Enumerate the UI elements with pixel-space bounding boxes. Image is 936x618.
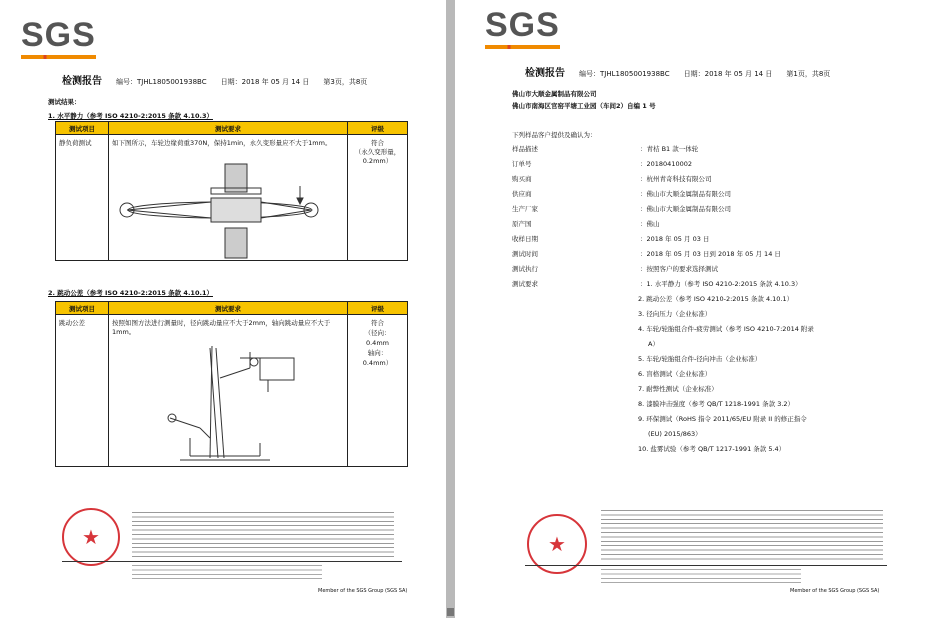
official-seal bbox=[62, 508, 120, 566]
info-label: 订单号 bbox=[512, 160, 532, 168]
page-number: 第1页，共8页 bbox=[786, 70, 831, 78]
column-header: 测试要求 bbox=[109, 302, 348, 315]
info-label: 测试执行 bbox=[512, 265, 538, 273]
test-item: 跳动公差 bbox=[56, 315, 109, 467]
info-label: 测试要求 bbox=[512, 280, 538, 288]
report-header bbox=[62, 72, 367, 87]
info-label: 生产厂家 bbox=[512, 205, 538, 213]
report-date: 日期：2018 年 05 月 14 日 bbox=[683, 70, 773, 78]
table-header-row bbox=[56, 302, 408, 315]
info-value: ：佛山市大顺金属制品有限公司 bbox=[640, 205, 731, 213]
report-page-1 bbox=[455, 0, 936, 618]
footer-divider bbox=[62, 561, 402, 562]
rating-note: 0.4mm bbox=[365, 339, 389, 347]
results-heading: 测试结果： bbox=[48, 98, 81, 106]
rating-note: （径向： bbox=[364, 329, 391, 337]
rating-cell bbox=[348, 135, 408, 261]
report-date: 日期：2018 年 05 月 14 日 bbox=[220, 78, 310, 86]
column-header: 评级 bbox=[348, 302, 408, 315]
info-row bbox=[512, 171, 802, 186]
requirement-text: 如下图所示，车轮边缘荷重370N，保持1min，永久变形量应不大于1mm。 bbox=[112, 139, 332, 147]
company-address bbox=[601, 567, 801, 583]
test-requirements-list bbox=[638, 291, 814, 456]
info-row bbox=[512, 276, 802, 291]
report-title: 检测报告 bbox=[525, 68, 565, 79]
info-value: ：2018 年 05 月 03 日到 2018 年 05 月 14 日 bbox=[640, 250, 781, 258]
info-value: ：佛山市大顺金属制品有限公司 bbox=[640, 190, 731, 198]
info-row bbox=[512, 186, 802, 201]
info-label: 收样日期 bbox=[512, 235, 538, 243]
requirement-item: 7. 耐弊性测试（企业标准） bbox=[638, 385, 718, 393]
runout-diagram bbox=[150, 338, 300, 466]
sgs-member-note: Member of the SGS Group (SGS SA) bbox=[790, 588, 880, 594]
rating-note: 0.4mm） bbox=[362, 359, 393, 367]
test-item: 静负荷测试 bbox=[56, 135, 109, 261]
requirement-item: 6. 盲格测试（企业标准） bbox=[638, 370, 712, 378]
info-row bbox=[512, 156, 802, 171]
rating-note: （永久变形量，0.2mm） bbox=[354, 148, 401, 165]
section-title: 2. 跳动公差（参考 ISO 4210-2:2015 条款 4.10.1） bbox=[48, 289, 213, 297]
info-label: 供应商 bbox=[512, 190, 532, 198]
footer-divider bbox=[525, 565, 887, 566]
static-load-diagram bbox=[115, 158, 325, 260]
column-header: 测试项目 bbox=[56, 122, 109, 135]
sample-intro: 下列样品客户提供及确认为： bbox=[512, 131, 597, 139]
legal-disclaimer bbox=[601, 508, 883, 560]
seal-star-icon: ★ bbox=[82, 525, 100, 549]
info-value: ：20180410002 bbox=[640, 160, 692, 168]
requirement-item: 5. 车轮/轮胎组合件-径向冲击（企业标准） bbox=[638, 355, 762, 363]
requirement-item: (EU) 2015/863） bbox=[648, 430, 702, 438]
sgs-logo: SGS bbox=[485, 6, 560, 44]
client-name: 佛山市大顺金属制品有限公司 bbox=[512, 90, 597, 98]
info-value: ：青桔 B1 款一体轮 bbox=[640, 145, 699, 153]
info-value: ：1. 水平静力（参考 ISO 4210-2:2015 条款 4.10.3） bbox=[640, 280, 802, 288]
report-page-3 bbox=[0, 0, 446, 618]
rating-cell bbox=[348, 315, 408, 467]
rating: 符合 bbox=[371, 139, 384, 147]
report-number: 编号：TJHL1805001938BC bbox=[116, 78, 207, 86]
vertical-scrollbar[interactable] bbox=[446, 0, 455, 618]
info-value: ：2018 年 05 月 03 日 bbox=[640, 235, 710, 243]
rating: 符合 bbox=[371, 319, 384, 327]
table-header-row bbox=[56, 122, 408, 135]
sgs-logo: SGS bbox=[21, 16, 96, 54]
info-row bbox=[512, 246, 802, 261]
info-row bbox=[512, 216, 802, 231]
company-address bbox=[132, 563, 322, 579]
info-row bbox=[512, 261, 802, 276]
info-label: 原产国 bbox=[512, 220, 532, 228]
info-value: ：杭州青奇科技有限公司 bbox=[640, 175, 712, 183]
page-number: 第3页，共8页 bbox=[323, 78, 368, 86]
sample-info-list bbox=[512, 141, 802, 291]
requirement-item: 4. 车轮/轮胎组合件-疲劳测试（参考 ISO 4210-7:2014 附录 bbox=[638, 325, 814, 333]
requirement-item: A） bbox=[648, 340, 659, 348]
client-address: 佛山市南海区官窑平塘工业园（车间2）自编 1 号 bbox=[512, 102, 656, 110]
info-row bbox=[512, 141, 802, 156]
info-value: ：按照客户的要求选择测试 bbox=[640, 265, 718, 273]
info-label: 样品描述 bbox=[512, 145, 538, 153]
column-header: 测试要求 bbox=[109, 122, 348, 135]
info-row bbox=[512, 201, 802, 216]
column-header: 评级 bbox=[348, 122, 408, 135]
requirement-item: 2. 跳动公差（参考 ISO 4210-2:2015 条款 4.10.1） bbox=[638, 295, 794, 303]
scroll-thumb[interactable] bbox=[447, 608, 454, 616]
rating-note: 轴向： bbox=[367, 349, 388, 357]
sgs-member-note: Member of the SGS Group (SGS SA) bbox=[318, 588, 408, 594]
info-value: ：佛山 bbox=[640, 220, 660, 228]
seal-star-icon: ★ bbox=[548, 532, 566, 556]
legal-disclaimer bbox=[132, 510, 394, 560]
info-label: 测试时间 bbox=[512, 250, 538, 258]
report-number: 编号：TJHL1805001938BC bbox=[579, 70, 670, 78]
requirement-item: 10. 盐雾试验（参考 QB/T 1217-1991 条款 5.4） bbox=[638, 445, 786, 453]
requirement-item: 8. 漆膜冲击强度（参考 QB/T 1218-1991 条款 3.2） bbox=[638, 400, 795, 408]
requirement-item: 3. 径向压力（企业标准） bbox=[638, 310, 712, 318]
requirement-item: 9. 环保测试（RoHS 指令 2011/65/EU 附录 II 的修正指令 bbox=[638, 415, 807, 423]
report-header bbox=[525, 64, 830, 79]
info-label: 购买商 bbox=[512, 175, 532, 183]
section-title: 1. 水平静力（参考 ISO 4210-2:2015 条款 4.10.3） bbox=[48, 112, 213, 120]
requirement-text: 按照如图方法进行测量时，径向跳动量应不大于2mm，轴向跳动量应不大于1mm。 bbox=[112, 319, 331, 336]
info-row bbox=[512, 231, 802, 246]
column-header: 测试项目 bbox=[56, 302, 109, 315]
report-title: 检测报告 bbox=[62, 76, 102, 87]
